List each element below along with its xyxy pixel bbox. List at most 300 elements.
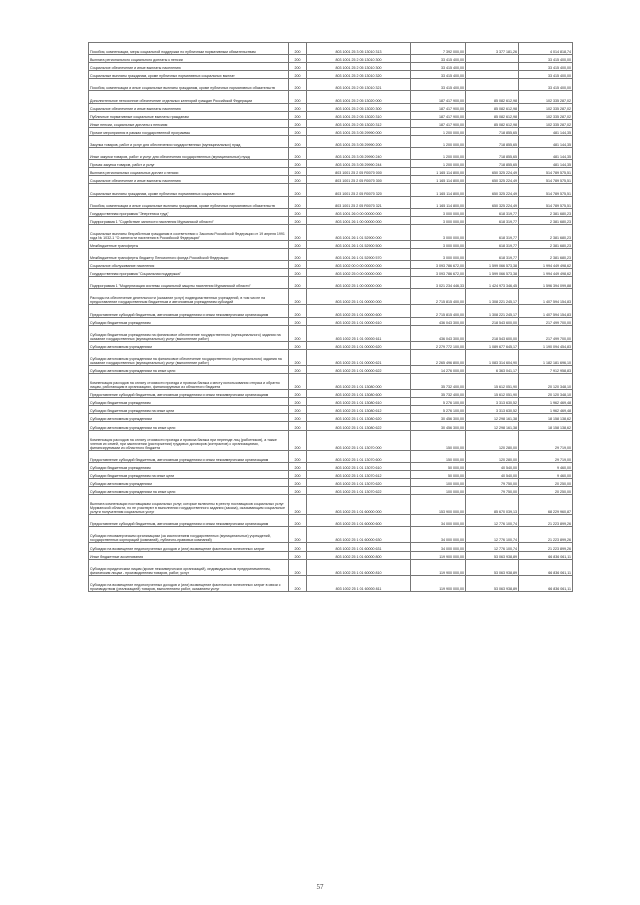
expense-name-cell: Предоставление субсидий бюджетным, автономным учреждениям и иным некоммерческим организациям bbox=[89, 515, 289, 527]
unexecuted-amount-cell: 514 789 575,51 bbox=[519, 168, 573, 176]
unexecuted-amount-cell: 1 182 181 696,10 bbox=[519, 349, 573, 365]
table-row bbox=[89, 277, 573, 289]
table-row bbox=[89, 365, 573, 373]
executed-amount-cell: 618 319,77 bbox=[466, 216, 519, 224]
budget-code-cell: 803 1002 25 1 01 60000 600 bbox=[307, 515, 411, 527]
expense-name-cell: Субсидии бюджетным учреждениям на иные цели bbox=[89, 406, 289, 414]
budget-code-cell: 803 1002 25 1 01 13070 622 bbox=[307, 487, 411, 495]
approved-amount-cell: 3 093 786 672,00 bbox=[411, 261, 466, 269]
table-row bbox=[89, 224, 573, 240]
line-code-cell: 200 bbox=[289, 111, 307, 119]
budget-code-cell: 803 1001 25 3 05 29990 200 bbox=[307, 135, 411, 147]
budget-code-cell: 803 1002 25 1 00 00000 000 bbox=[307, 277, 411, 289]
table-row bbox=[89, 127, 573, 135]
expense-name-cell: Субсидии автономным учреждениям на иные цели bbox=[89, 365, 289, 373]
line-code-cell: 200 bbox=[289, 176, 307, 184]
unexecuted-amount-cell: 66 836 061,11 bbox=[519, 551, 573, 559]
line-code-cell: 200 bbox=[289, 55, 307, 63]
table-row bbox=[89, 148, 573, 160]
expense-name-cell: Предоставление субсидий бюджетным, автономным учреждениям и иным некоммерческим организациям bbox=[89, 450, 289, 462]
approved-amount-cell: 50 000,00 bbox=[411, 470, 466, 478]
table-row bbox=[89, 269, 573, 277]
budget-code-cell: 803 1001 25 2 05 R0070 320 bbox=[307, 184, 411, 196]
approved-amount-cell: 1 200 000,00 bbox=[411, 148, 466, 160]
executed-amount-cell: 1 089 677 645,17 bbox=[466, 341, 519, 349]
approved-amount-cell: 34 000 000,00 bbox=[411, 515, 466, 527]
expense-name-cell: Субсидии автономным учреждениям на иные цели bbox=[89, 422, 289, 430]
approved-amount-cell: 153 900 000,00 bbox=[411, 495, 466, 515]
executed-amount-cell: 1 083 314 604,90 bbox=[466, 349, 519, 365]
table-row bbox=[89, 63, 573, 71]
table-row bbox=[89, 495, 573, 515]
table-row bbox=[89, 341, 573, 349]
page-number: 57 bbox=[316, 883, 324, 891]
table-row bbox=[89, 374, 573, 390]
table-row bbox=[89, 289, 573, 305]
unexecuted-amount-cell: 21 223 899,26 bbox=[519, 515, 573, 527]
budget-code-cell: 803 1001 25 2 05 13010 300 bbox=[307, 63, 411, 71]
executed-amount-cell: 1 308 221 245,17 bbox=[466, 305, 519, 317]
approved-amount-cell: 119 900 000,00 bbox=[411, 559, 466, 575]
unexecuted-amount-cell: 2 381 680,23 bbox=[519, 216, 573, 224]
executed-amount-cell: 718 855,65 bbox=[466, 135, 519, 147]
table-row bbox=[89, 317, 573, 325]
line-code-cell: 200 bbox=[289, 127, 307, 135]
executed-amount-cell: 1 308 221 245,17 bbox=[466, 289, 519, 305]
executed-amount-cell bbox=[466, 63, 519, 71]
unexecuted-amount-cell: 4 014 818,74 bbox=[519, 43, 573, 55]
expense-name-cell: Выплата регионального социального доплаты к пенсии bbox=[89, 55, 289, 63]
line-code-cell: 200 bbox=[289, 71, 307, 79]
table-row bbox=[89, 527, 573, 543]
expense-name-cell: Государственная программа "Энергетика труд" bbox=[89, 208, 289, 216]
line-code-cell: 200 bbox=[289, 487, 307, 495]
expense-name-cell: Подпрограмма 1 "Содействие занятости населения Мурманской области" bbox=[89, 216, 289, 224]
table-row bbox=[89, 71, 573, 79]
line-code-cell: 200 bbox=[289, 248, 307, 260]
table-row bbox=[89, 305, 573, 317]
budget-code-cell: 803 1001 26 1 00 00000 000 bbox=[307, 216, 411, 224]
table-row bbox=[89, 184, 573, 196]
approved-amount-cell: 1 165 114 800,00 bbox=[411, 196, 466, 208]
unexecuted-amount-cell: 33 415 400,00 bbox=[519, 71, 573, 79]
line-code-cell: 200 bbox=[289, 208, 307, 216]
line-code-cell: 200 bbox=[289, 450, 307, 462]
table-row bbox=[89, 135, 573, 147]
approved-amount-cell: 34 000 000,00 bbox=[411, 527, 466, 543]
line-code-cell: 200 bbox=[289, 398, 307, 406]
expense-name-cell: Межбюджетные трансферты bbox=[89, 240, 289, 248]
table-row bbox=[89, 450, 573, 462]
budget-code-cell: 803 1001 26 1 01 52900 500 bbox=[307, 240, 411, 248]
approved-amount-cell: 1 165 114 800,00 bbox=[411, 168, 466, 176]
approved-amount-cell: 1 200 000,00 bbox=[411, 160, 466, 168]
table-row bbox=[89, 470, 573, 478]
table-row bbox=[89, 261, 573, 269]
approved-amount-cell: 3 021 234 446,33 bbox=[411, 277, 466, 289]
approved-amount-cell: 33 415 400,00 bbox=[411, 71, 466, 79]
executed-amount-cell: 85 082 612,98 bbox=[466, 103, 519, 111]
approved-amount-cell: 14 276 000,00 bbox=[411, 365, 466, 373]
table-row bbox=[89, 168, 573, 176]
unexecuted-amount-cell: 9 460,00 bbox=[519, 462, 573, 470]
table-row bbox=[89, 111, 573, 119]
line-code-cell: 200 bbox=[289, 317, 307, 325]
budget-code-cell: 803 1001 25 2 05 13010 321 bbox=[307, 79, 411, 91]
budget-code-cell: 803 1001 25 2 05 13010 320 bbox=[307, 71, 411, 79]
budget-table bbox=[88, 42, 573, 592]
unexecuted-amount-cell: 514 789 575,51 bbox=[519, 196, 573, 208]
unexecuted-amount-cell: 20 120 348,10 bbox=[519, 390, 573, 398]
budget-code-cell: 803 1002 25 1 01 13070 600 bbox=[307, 450, 411, 462]
expense-name-cell: Межбюджетные трансферты бюджету Пенсионного фонда Российской Федерации bbox=[89, 248, 289, 260]
expense-name-cell: Пособия, компенсации и иные социальные выплаты гражданам, кроме публичных нормативных обязательств bbox=[89, 79, 289, 91]
expense-name-cell: Компенсация расходов на оплату стоимости проезда и провоза багажа к месту использования отпуска и обратно лицам, работающим в организациях, финансируемых из областного бюджета bbox=[89, 374, 289, 390]
budget-code-cell: 803 1002 25 1 01 00000 620 bbox=[307, 341, 411, 349]
approved-amount-cell: 100 000,00 bbox=[411, 487, 466, 495]
line-code-cell: 200 bbox=[289, 515, 307, 527]
executed-amount-cell: 3 313 630,52 bbox=[466, 398, 519, 406]
line-code-cell: 200 bbox=[289, 341, 307, 349]
unexecuted-amount-cell: 2 381 680,23 bbox=[519, 208, 573, 216]
line-code-cell: 200 bbox=[289, 495, 307, 515]
unexecuted-amount-cell: 1 407 594 154,83 bbox=[519, 305, 573, 317]
budget-code-cell: 803 1001 25 2 05 13020 300 bbox=[307, 103, 411, 111]
approved-amount-cell: 187 417 900,00 bbox=[411, 119, 466, 127]
executed-amount-cell: 12 776 100,74 bbox=[466, 527, 519, 543]
executed-amount-cell: 3 377 181,26 bbox=[466, 43, 519, 55]
line-code-cell: 200 bbox=[289, 196, 307, 208]
expense-name-cell: Прочие мероприятия в рамках государственной программы bbox=[89, 127, 289, 135]
budget-code-cell: 803 1002 25 1 01 60000 810 bbox=[307, 559, 411, 575]
line-code-cell: 200 bbox=[289, 527, 307, 543]
table-row bbox=[89, 543, 573, 551]
approved-amount-cell: 33 415 400,00 bbox=[411, 55, 466, 63]
executed-amount-cell: 650 325 224,49 bbox=[466, 168, 519, 176]
unexecuted-amount-cell: 514 789 575,51 bbox=[519, 184, 573, 196]
approved-amount-cell: 50 000,00 bbox=[411, 462, 466, 470]
budget-code-cell: 803 1001 26 1 01 52900 570 bbox=[307, 248, 411, 260]
table-row bbox=[89, 103, 573, 111]
unexecuted-amount-cell: 1 190 094 454,83 bbox=[519, 341, 573, 349]
budget-code-cell: 803 1002 25 1 01 60000 631 bbox=[307, 543, 411, 551]
executed-amount-cell: 12 298 161,38 bbox=[466, 422, 519, 430]
budget-code-cell: 803 1002 25 1 01 00000 000 bbox=[307, 289, 411, 305]
table-row bbox=[89, 559, 573, 575]
unexecuted-amount-cell: 2 381 680,23 bbox=[519, 224, 573, 240]
line-code-cell: 200 bbox=[289, 43, 307, 55]
executed-amount-cell: 718 855,65 bbox=[466, 127, 519, 135]
executed-amount-cell: 79 750,00 bbox=[466, 478, 519, 486]
unexecuted-amount-cell: 1 596 394 099,88 bbox=[519, 277, 573, 289]
unexecuted-amount-cell: 21 223 899,26 bbox=[519, 527, 573, 543]
budget-code-cell: 803 1001 26 1 01 52900 000 bbox=[307, 224, 411, 240]
table-row bbox=[89, 551, 573, 559]
line-code-cell: 200 bbox=[289, 478, 307, 486]
line-code-cell: 200 bbox=[289, 119, 307, 127]
approved-amount-cell: 1 200 000,00 bbox=[411, 127, 466, 135]
line-code-cell: 200 bbox=[289, 269, 307, 277]
table-row bbox=[89, 196, 573, 208]
executed-amount-cell: 1 599 066 573,38 bbox=[466, 261, 519, 269]
unexecuted-amount-cell: 2 381 680,23 bbox=[519, 240, 573, 248]
table-row bbox=[89, 487, 573, 495]
executed-amount-cell: 618 319,77 bbox=[466, 240, 519, 248]
executed-amount-cell: 120 280,00 bbox=[466, 430, 519, 450]
line-code-cell: 200 bbox=[289, 430, 307, 450]
budget-code-cell: 803 1002 25 0 00 00000 000 bbox=[307, 269, 411, 277]
unexecuted-amount-cell: 20 250,00 bbox=[519, 478, 573, 486]
executed-amount-cell: 53 063 938,89 bbox=[466, 575, 519, 591]
expense-name-cell: Субсидии автономным учреждениям bbox=[89, 478, 289, 486]
expense-name-cell: Социальное обеспечение и иные выплаты населению bbox=[89, 103, 289, 111]
line-code-cell: 200 bbox=[289, 462, 307, 470]
expense-name-cell: Социальные выплаты безработным гражданам в соответствии с Законом Российской Федерации от 19 апреля 1991 года № 1032-1 "О занятости населения в Российской Федерации" bbox=[89, 224, 289, 240]
expense-name-cell: Субсидии автономным учреждениям на иные цели bbox=[89, 487, 289, 495]
unexecuted-amount-cell: 21 223 899,26 bbox=[519, 543, 573, 551]
budget-table-body bbox=[89, 43, 573, 592]
budget-code-cell: 803 1002 25 1 01 00000 621 bbox=[307, 349, 411, 365]
expense-name-cell: Социальное обеспечение и иные выплаты населению bbox=[89, 176, 289, 184]
unexecuted-amount-cell: 29 719,00 bbox=[519, 450, 573, 462]
budget-code-cell: 803 1001 25 3 05 29990 244 bbox=[307, 160, 411, 168]
unexecuted-amount-cell: 1 407 594 154,83 bbox=[519, 289, 573, 305]
unexecuted-amount-cell: 29 719,00 bbox=[519, 430, 573, 450]
budget-code-cell: 803 1002 25 1 01 60000 000 bbox=[307, 495, 411, 515]
executed-amount-cell: 15 612 051,90 bbox=[466, 374, 519, 390]
executed-amount-cell: 85 082 612,98 bbox=[466, 119, 519, 127]
approved-amount-cell: 34 000 000,00 bbox=[411, 543, 466, 551]
budget-code-cell: 803 1001 26 0 00 00000 000 bbox=[307, 208, 411, 216]
expense-name-cell: Субсидии на возмещение недополученных доходов и (или) возмещение фактически понесенных затрат bbox=[89, 543, 289, 551]
expense-name-cell: Субсидии бюджетным учреждениям bbox=[89, 462, 289, 470]
expense-name-cell: Иные пенсии, социальные доплаты к пенсиям bbox=[89, 119, 289, 127]
budget-code-cell: 803 1001 25 2 05 13010 300 bbox=[307, 55, 411, 63]
unexecuted-amount-cell: 7 912 958,83 bbox=[519, 365, 573, 373]
budget-code-cell: 803 1002 25 1 01 60000 800 bbox=[307, 551, 411, 559]
line-code-cell: 200 bbox=[289, 422, 307, 430]
budget-code-cell: 803 1002 25 1 01 60000 630 bbox=[307, 527, 411, 543]
unexecuted-amount-cell: 2 381 680,23 bbox=[519, 248, 573, 260]
line-code-cell: 200 bbox=[289, 349, 307, 365]
expense-name-cell: Социальные выплаты гражданам, кроме публичных нормативных социальных выплат bbox=[89, 184, 289, 196]
approved-amount-cell: 5 276 100,00 bbox=[411, 398, 466, 406]
approved-amount-cell: 119 900 000,00 bbox=[411, 575, 466, 591]
approved-amount-cell: 150 000,00 bbox=[411, 430, 466, 450]
table-row bbox=[89, 91, 573, 103]
line-code-cell: 200 bbox=[289, 305, 307, 317]
budget-code-cell: 803 1002 25 1 01 13080 620 bbox=[307, 414, 411, 422]
table-row bbox=[89, 176, 573, 184]
expense-name-cell: Субсидии бюджетным учреждениям bbox=[89, 317, 289, 325]
expense-name-cell: Субсидии автономным учреждениям bbox=[89, 414, 289, 422]
budget-code-cell: 803 1001 25 2 05 R0070 300 bbox=[307, 176, 411, 184]
expense-name-cell: Выплата региональных социальных доплат к пенсии bbox=[89, 168, 289, 176]
expense-name-cell: Подпрограмма 1 "Модернизация системы социальной защиты населения Мурманской области" bbox=[89, 277, 289, 289]
executed-amount-cell: 85 082 612,98 bbox=[466, 91, 519, 103]
executed-amount-cell: 12 776 100,74 bbox=[466, 543, 519, 551]
budget-execution-sheet bbox=[88, 42, 572, 592]
executed-amount-cell: 618 319,77 bbox=[466, 224, 519, 240]
approved-amount-cell: 30 456 300,00 bbox=[411, 422, 466, 430]
approved-amount-cell: 33 415 400,00 bbox=[411, 79, 466, 91]
line-code-cell: 200 bbox=[289, 79, 307, 91]
executed-amount-cell: 120 280,00 bbox=[466, 450, 519, 462]
unexecuted-amount-cell: 68 229 960,87 bbox=[519, 495, 573, 515]
line-code-cell: 200 bbox=[289, 168, 307, 176]
expense-name-cell: Социальное обслуживание населения bbox=[89, 261, 289, 269]
table-row bbox=[89, 406, 573, 414]
budget-code-cell: 803 1002 25 1 01 00000 622 bbox=[307, 365, 411, 373]
budget-code-cell: 803 1001 25 2 05 13020 310 bbox=[307, 111, 411, 119]
line-code-cell: 200 bbox=[289, 374, 307, 390]
line-code-cell: 200 bbox=[289, 414, 307, 422]
executed-amount-cell bbox=[466, 55, 519, 63]
line-code-cell: 200 bbox=[289, 325, 307, 341]
approved-amount-cell: 3 000 000,00 bbox=[411, 216, 466, 224]
budget-code-cell: 803 1001 25 2 05 13020 000 bbox=[307, 91, 411, 103]
expense-name-cell: Прочая закупка товаров, работ и услуг bbox=[89, 160, 289, 168]
approved-amount-cell: 187 417 900,00 bbox=[411, 111, 466, 119]
budget-code-cell: 803 1002 25 1 01 60000 811 bbox=[307, 575, 411, 591]
unexecuted-amount-cell: 18 158 138,62 bbox=[519, 414, 573, 422]
unexecuted-amount-cell: 1 994 449 498,62 bbox=[519, 269, 573, 277]
line-code-cell: 200 bbox=[289, 240, 307, 248]
expense-name-cell: Расходы на обеспечение деятельности (оказание услуг) подведомственных учреждений, в том числе на предоставление государственным бюджетным и автономным учреждениям субсидий bbox=[89, 289, 289, 305]
budget-code-cell: 803 1001 25 3 05 13010 313 bbox=[307, 43, 411, 55]
executed-amount-cell: 15 612 051,90 bbox=[466, 390, 519, 398]
budget-code-cell: 803 1002 25 1 01 13070 612 bbox=[307, 470, 411, 478]
approved-amount-cell: 100 000,00 bbox=[411, 478, 466, 486]
executed-amount-cell: 1 599 066 573,38 bbox=[466, 269, 519, 277]
line-code-cell: 200 bbox=[289, 135, 307, 147]
approved-amount-cell: 436 043 300,00 bbox=[411, 325, 466, 341]
budget-code-cell: 803 1002 25 1 01 13080 610 bbox=[307, 398, 411, 406]
unexecuted-amount-cell: 217 499 700,00 bbox=[519, 317, 573, 325]
approved-amount-cell: 5 276 100,00 bbox=[411, 406, 466, 414]
unexecuted-amount-cell: 18 158 138,62 bbox=[519, 422, 573, 430]
unexecuted-amount-cell: 481 144,35 bbox=[519, 127, 573, 135]
line-code-cell: 200 bbox=[289, 543, 307, 551]
expense-name-cell: Иные бюджетные ассигнования bbox=[89, 551, 289, 559]
approved-amount-cell: 35 732 400,00 bbox=[411, 374, 466, 390]
approved-amount-cell: 2 715 815 400,00 bbox=[411, 305, 466, 317]
expense-name-cell: Социальное обеспечение и иные выплаты населению bbox=[89, 63, 289, 71]
line-code-cell: 200 bbox=[289, 277, 307, 289]
executed-amount-cell: 3 313 630,52 bbox=[466, 406, 519, 414]
budget-code-cell: 803 1002 25 1 01 13070 000 bbox=[307, 430, 411, 450]
line-code-cell: 200 bbox=[289, 390, 307, 398]
table-row bbox=[89, 55, 573, 63]
line-code-cell: 200 bbox=[289, 365, 307, 373]
approved-amount-cell: 3 000 000,00 bbox=[411, 240, 466, 248]
executed-amount-cell: 718 855,65 bbox=[466, 148, 519, 160]
unexecuted-amount-cell: 33 415 400,00 bbox=[519, 63, 573, 71]
executed-amount-cell: 650 325 224,49 bbox=[466, 196, 519, 208]
line-code-cell: 200 bbox=[289, 224, 307, 240]
expense-name-cell: Субсидии автономным учреждениям bbox=[89, 341, 289, 349]
expense-name-cell: Предоставление субсидий бюджетным, автономным учреждениям и иным некоммерческим организациям bbox=[89, 305, 289, 317]
line-code-cell: 200 bbox=[289, 63, 307, 71]
budget-code-cell: 803 1002 25 1 01 00000 611 bbox=[307, 325, 411, 341]
line-code-cell: 200 bbox=[289, 91, 307, 103]
unexecuted-amount-cell: 481 144,35 bbox=[519, 135, 573, 147]
approved-amount-cell: 2 265 496 800,00 bbox=[411, 349, 466, 365]
unexecuted-amount-cell: 102 335 287,02 bbox=[519, 103, 573, 111]
unexecuted-amount-cell: 20 120 348,10 bbox=[519, 374, 573, 390]
table-row bbox=[89, 390, 573, 398]
table-row bbox=[89, 119, 573, 127]
table-row bbox=[89, 248, 573, 260]
expense-name-cell: Пособия, компенсации, меры социальной поддержки по публичным нормативным обязательствам bbox=[89, 43, 289, 55]
approved-amount-cell: 30 456 300,00 bbox=[411, 414, 466, 422]
budget-code-cell: 803 1001 25 2 05 R0070 000 bbox=[307, 168, 411, 176]
expense-name-cell: Субсидии на возмещение недополученных доходов и (или) возмещение фактически понесенных затрат в связи с производством (реализацией) товаров, выполнением работ, оказанием услуг bbox=[89, 575, 289, 591]
expense-name-cell: Закупка товаров, работ и услуг для обеспечения государственных (муниципальных) нужд bbox=[89, 135, 289, 147]
executed-amount-cell: 12 298 161,38 bbox=[466, 414, 519, 422]
line-code-cell: 200 bbox=[289, 148, 307, 160]
executed-amount-cell: 650 325 224,49 bbox=[466, 176, 519, 184]
table-row bbox=[89, 462, 573, 470]
budget-code-cell: 803 1002 25 1 01 13070 610 bbox=[307, 462, 411, 470]
table-row bbox=[89, 208, 573, 216]
unexecuted-amount-cell: 66 836 061,11 bbox=[519, 575, 573, 591]
unexecuted-amount-cell: 514 789 575,51 bbox=[519, 176, 573, 184]
table-row bbox=[89, 240, 573, 248]
table-row bbox=[89, 478, 573, 486]
executed-amount-cell bbox=[466, 79, 519, 91]
executed-amount-cell: 85 670 039,13 bbox=[466, 495, 519, 515]
approved-amount-cell: 3 000 000,00 bbox=[411, 248, 466, 260]
expense-name-cell: Иные закупки товаров, работ и услуг для обеспечения государственных (муниципальных) нужд bbox=[89, 148, 289, 160]
approved-amount-cell: 33 415 400,00 bbox=[411, 63, 466, 71]
unexecuted-amount-cell: 33 415 400,00 bbox=[519, 55, 573, 63]
line-code-cell: 200 bbox=[289, 184, 307, 196]
approved-amount-cell: 1 165 114 800,00 bbox=[411, 176, 466, 184]
executed-amount-cell: 1 424 973 346,45 bbox=[466, 277, 519, 289]
budget-code-cell: 803 1002 25 1 01 13080 000 bbox=[307, 374, 411, 390]
unexecuted-amount-cell: 102 335 287,02 bbox=[519, 111, 573, 119]
budget-code-cell: 803 1001 25 2 05 R0070 321 bbox=[307, 196, 411, 208]
budget-code-cell: 803 1002 25 1 01 13080 600 bbox=[307, 390, 411, 398]
approved-amount-cell: 7 392 000,00 bbox=[411, 43, 466, 55]
budget-code-cell: 803 1001 25 3 05 29990 000 bbox=[307, 127, 411, 135]
expense-name-cell: Субсидии бюджетным учреждениям на финансовое обеспечение государственного (муниципального) задания на оказание государственных (муниципальных) услуг (выполнение работ) bbox=[89, 325, 289, 341]
approved-amount-cell: 119 900 000,00 bbox=[411, 551, 466, 559]
approved-amount-cell: 187 417 900,00 bbox=[411, 91, 466, 103]
table-row bbox=[89, 575, 573, 591]
approved-amount-cell: 187 417 900,00 bbox=[411, 103, 466, 111]
approved-amount-cell: 1 200 000,00 bbox=[411, 135, 466, 147]
approved-amount-cell: 3 093 786 672,00 bbox=[411, 269, 466, 277]
expense-name-cell: Предоставление субсидий бюджетным, автономным учреждениям и иным некоммерческим организациям bbox=[89, 390, 289, 398]
table-row bbox=[89, 216, 573, 224]
unexecuted-amount-cell: 1 962 469,48 bbox=[519, 398, 573, 406]
expense-name-cell: Дополнительное пенсионное обеспечение отдельных категорий граждан Российской Федерации bbox=[89, 91, 289, 103]
executed-amount-cell: 650 325 224,49 bbox=[466, 184, 519, 196]
budget-code-cell: 803 1002 25 1 01 00000 600 bbox=[307, 305, 411, 317]
line-code-cell: 200 bbox=[289, 289, 307, 305]
expense-name-cell: Публичные нормативные социальные выплаты гражданам bbox=[89, 111, 289, 119]
budget-code-cell: 803 1001 25 2 05 13020 312 bbox=[307, 119, 411, 127]
expense-name-cell: Субсидии бюджетным учреждениям bbox=[89, 398, 289, 406]
table-row bbox=[89, 422, 573, 430]
expense-name-cell: Социальные выплаты гражданам, кроме публичных нормативных социальных выплат bbox=[89, 71, 289, 79]
expense-name-cell: Субсидии некоммерческим организациям (за исключением государственных (муниципальных) учреждений, государственных корпораций (компаний), публично-правовых компаний) bbox=[89, 527, 289, 543]
unexecuted-amount-cell: 1 962 469,48 bbox=[519, 406, 573, 414]
approved-amount-cell: 35 732 400,00 bbox=[411, 390, 466, 398]
line-code-cell: 200 bbox=[289, 551, 307, 559]
